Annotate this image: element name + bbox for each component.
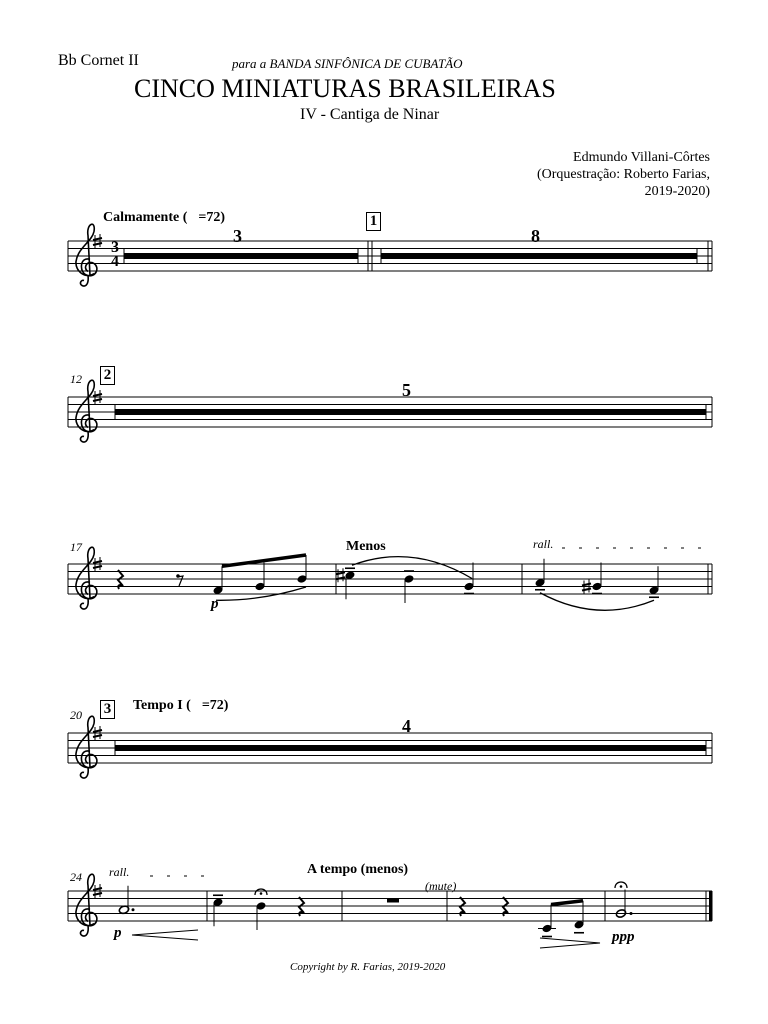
multimeasure-rest-bar (115, 409, 706, 415)
tempo-marking-calmamente: Calmamente ( =72) (103, 210, 226, 225)
treble-clef (76, 874, 97, 936)
multimeasure-rest-bar (115, 745, 706, 751)
treble-clef (76, 380, 97, 442)
part-name: Bb Cornet II (58, 52, 139, 69)
orchestration-line-1: (Orquestração: Roberto Farias, (537, 167, 710, 182)
eighth-rest (176, 574, 183, 586)
whole-rest (387, 899, 399, 903)
accidental-sharp (336, 568, 345, 582)
rall-marking: rall. (533, 537, 554, 551)
time-signature-bottom: 4 (111, 253, 119, 270)
treble-clef (76, 547, 97, 609)
title: CINCO MINIATURAS BRASILEIRAS (134, 74, 556, 103)
rehearsal-mark-1: 1 (366, 212, 381, 231)
tempo-marking-tempo-i: Tempo I ( =72) (133, 698, 229, 713)
final-barline-thick (709, 891, 713, 921)
multimeasure-rest-bar (124, 253, 358, 259)
tempo-marking-menos: Menos (346, 539, 386, 554)
diminuendo-hairpin (540, 938, 600, 948)
tempo-marking-a-tempo: A tempo (menos) (307, 862, 409, 877)
augmentation-dot (132, 908, 135, 911)
copyright: Copyright by R. Farias, 2019-2020 (290, 961, 446, 973)
mute-marking: (mute) (425, 879, 457, 893)
dynamic-p: p (211, 596, 219, 612)
dedication: para a BANDA SINFÔNICA DE CUBATÃO (232, 56, 463, 71)
beam (551, 901, 583, 905)
measure-number-17: 17 (70, 540, 82, 554)
composer: Edmundo Villani-Côrtes (573, 150, 710, 165)
multirest-count-4: 4 (402, 716, 411, 736)
treble-clef (76, 224, 97, 286)
slur (540, 593, 654, 611)
rehearsal-mark-3: 3 (100, 700, 115, 719)
measure-number-24: 24 (70, 870, 82, 884)
dynamic-p-2: p (114, 925, 122, 941)
treble-clef (76, 716, 97, 778)
multimeasure-rest-bar (381, 253, 697, 259)
measure-number-12: 12 (70, 372, 82, 386)
fermata (255, 889, 267, 895)
multirest-count-3: 3 (233, 226, 242, 246)
crescendo-hairpin (132, 930, 198, 940)
measure-number-20: 20 (70, 708, 82, 722)
rall-marking-2: rall. (109, 865, 130, 879)
fermata (615, 882, 627, 888)
dynamic-ppp: ppp (612, 929, 635, 945)
movement-title: IV - Cantiga de Ninar (300, 106, 440, 123)
multirest-count-5: 5 (402, 380, 411, 400)
time-signature-top: 3 (111, 239, 119, 256)
multirest-count-8: 8 (531, 226, 540, 246)
augmentation-dot (630, 912, 633, 915)
slur (352, 557, 472, 579)
rehearsal-mark-2: 2 (100, 366, 115, 385)
orchestration-line-2: 2019-2020) (644, 184, 710, 199)
